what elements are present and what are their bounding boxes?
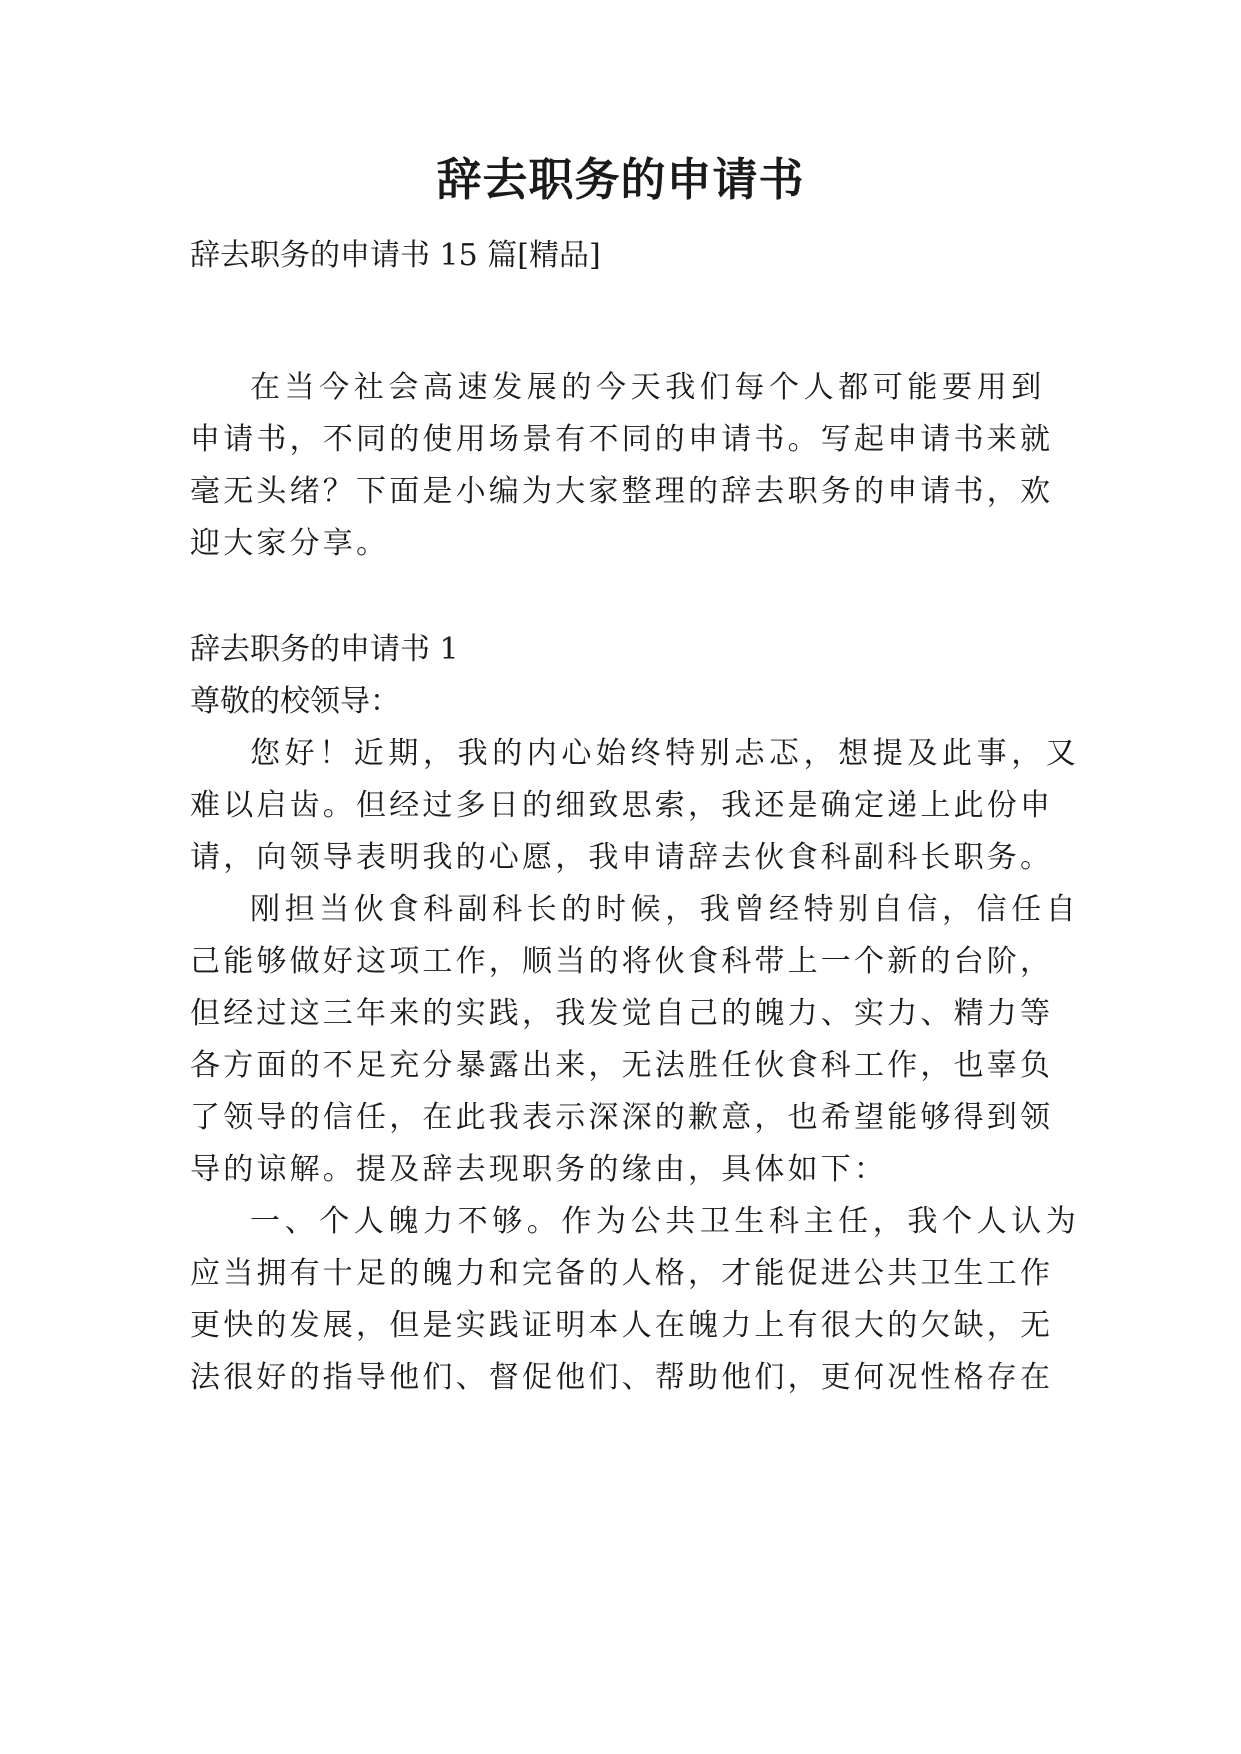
intro-line: 在当今社会高速发展的今天我们每个人都可能要用到 bbox=[250, 370, 1046, 405]
body-line: 难以启齿。但经过多日的细致思索，我还是确定递上此份申 bbox=[190, 788, 1054, 823]
document-title: 辞去职务的申请书 bbox=[436, 153, 805, 206]
body-line: 一、个人魄力不够。作为公共卫生科主任，我个人认为 bbox=[250, 1204, 1081, 1239]
body-line: 导的谅解。提及辞去现职务的缘由，具体如下： bbox=[190, 1152, 888, 1187]
body-line: 了领导的信任，在此我表示深深的歉意，也希望能够得到领 bbox=[190, 1100, 1054, 1135]
body-line: 应当拥有十足的魄力和完备的人格，才能促进公共卫生工作 bbox=[190, 1256, 1054, 1291]
body-line: 刚担当伙食科副科长的时候，我曾经特别自信，信任自 bbox=[250, 892, 1081, 927]
body-line: 更快的发展，但是实践证明本人在魄力上有很大的欠缺，无 bbox=[190, 1308, 1054, 1343]
intro-line: 毫无头绪？下面是小编为大家整理的辞去职务的申请书，欢 bbox=[190, 474, 1054, 509]
salutation: 尊敬的校领导： bbox=[190, 684, 400, 719]
body-line: 己能够做好这项工作，顺当的将伙食科带上一个新的台阶， bbox=[190, 944, 1054, 979]
body-line: 法很好的指导他们、督促他们、帮助他们，更何况性格存在 bbox=[190, 1360, 1054, 1395]
intro-line: 迎大家分享。 bbox=[190, 526, 390, 561]
body-line: 各方面的不足充分暴露出来，无法胜任伙食科工作，也辜负 bbox=[190, 1048, 1054, 1083]
body-line: 请，向领导表明我的心愿，我申请辞去伙食科副科长职务。 bbox=[190, 840, 1054, 875]
intro-line: 申请书，不同的使用场景有不同的申请书。写起申请书来就 bbox=[190, 422, 1054, 457]
body-line: 但经过这三年来的实践，我发觉自己的魄力、实力、精力等 bbox=[190, 996, 1054, 1031]
body-line: 您好！近期，我的内心始终特别忐忑，想提及此事，又 bbox=[250, 736, 1081, 771]
section-heading: 辞去职务的申请书 1 bbox=[190, 632, 459, 667]
document-subtitle: 辞去职务的申请书 15 篇[精品] bbox=[190, 238, 601, 273]
